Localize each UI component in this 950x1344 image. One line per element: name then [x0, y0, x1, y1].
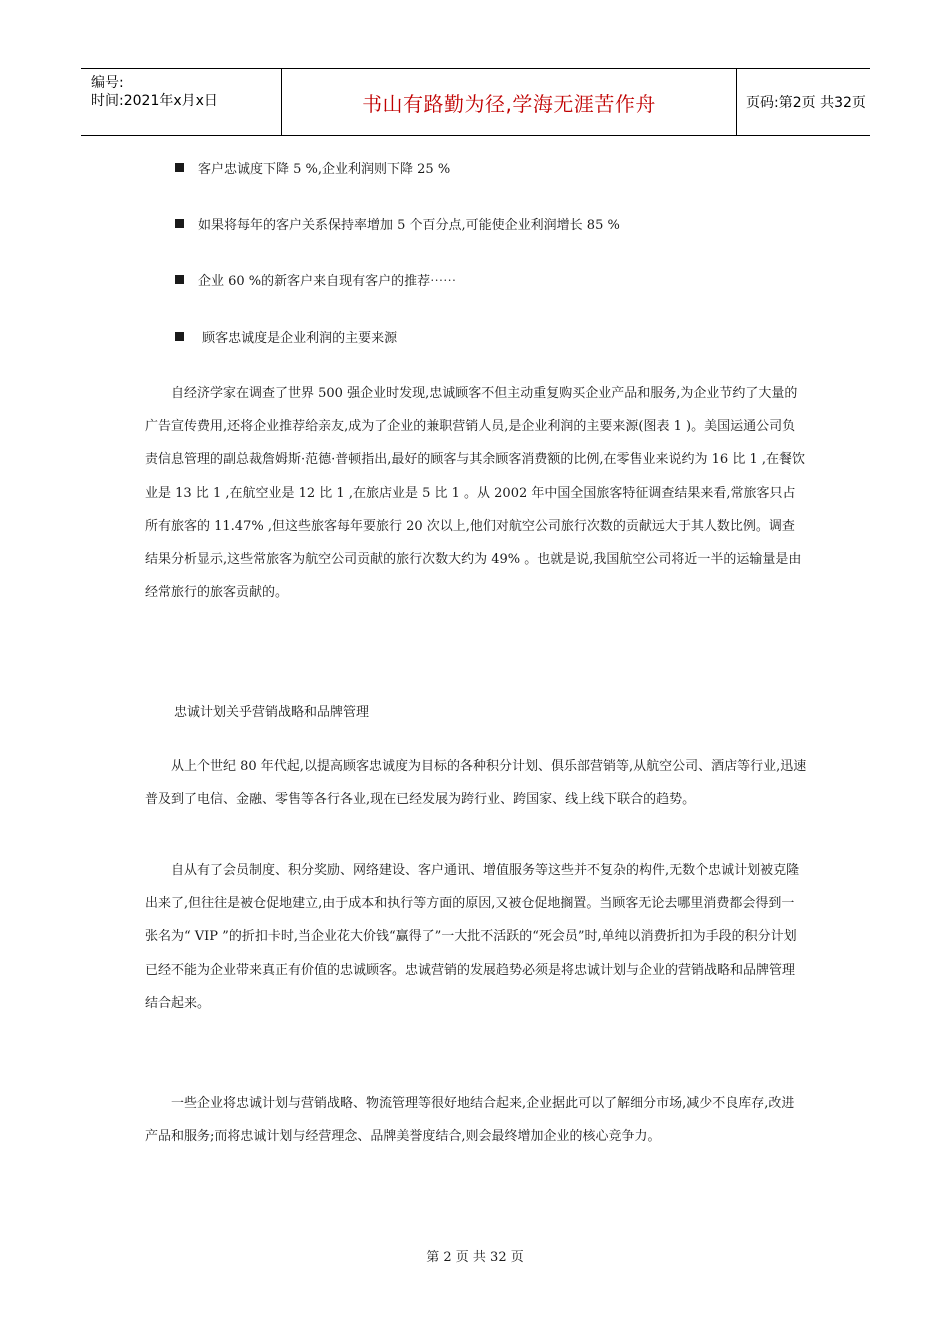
square-bullet-icon [175, 275, 184, 284]
bullet-item [175, 216, 620, 236]
bullet-text: 客户忠诚度下降 5 %,企业利润则下降 25 % [198, 162, 451, 177]
square-bullet-icon [175, 219, 184, 228]
paragraph-loyal-customers: 自经济学家在调查了世界 500 强企业时发现,忠诚顾客不但主动重复购买企业产品和服务,为企业节约了大量的广告宣传费用,还将企业推荐给亲友,成为了企业的兼职营销人员,是企业利润的主要来源(图表 1 )。美国运通公司负责信息管理的副总裁詹姆斯·范德·普顿指出,最好的顾客与其余顾客消费额的比例,在零售业来说约为 16 比 1 ,在餐饮业是 13 比 1 ,在航空业是 12 比 1 ,在旅店业是 5 比 1 。从 2002 年中国全国旅客特征调查结果来看,常旅客只占所有旅客的 11.47% ,但这些旅客每年要旅行 20 次以上,他们对航空公司旅行次数的贡献远大于其人数比例。调查结果分析显示,这些常旅客为航空公司贡献的旅行次数大约为 49% 。也就是说,我国航空公司将近一半的运输量是由经常旅行的旅客贡献的。 [145, 386, 806, 601]
header-page-info: 页码:第2页 共32页 [746, 95, 866, 111]
header-meta [81, 69, 281, 135]
header-motto-cell [281, 69, 737, 135]
bullet-item [175, 272, 456, 292]
bullet-text: 顾客忠诚度是企业利润的主要来源 [198, 331, 398, 346]
motto-text: 书山有路勤为径,学海无涯苦作舟 [362, 91, 656, 116]
page-footer: 第 2 页 共 32 页 [426, 1250, 524, 1265]
bullet-text: 企业 60 %的新客户来自现有客户的推荐⋯⋯ [198, 274, 457, 289]
square-bullet-icon [175, 332, 184, 341]
number-label: 编号: [91, 75, 124, 91]
page-header [81, 68, 870, 136]
paragraph-trend: 自从有了会员制度、积分奖励、网络建设、客户通讯、增值服务等这些并不复杂的构件,无数个忠诚计划被克隆出来了,但往往是被仓促地建立,由于成本和执行等方面的原因,又被仓促地搁置。当顾客无论去哪里消费都会得到一张名为“ VIP ”的折扣卡时,当企业花大价钱“赢得了”一大批不活跃的“死会员”时,单纯以消费折扣为手段的积分计划已经不能为企业带来真正有价值的忠诚顾客。忠诚营销的发展趋势必须是将忠诚计划与企业的营销战略和品牌管理结合起来。 [145, 863, 800, 1011]
paragraph-integration: 一些企业将忠诚计划与营销战略、物流管理等很好地结合起来,企业据此可以了解细分市场,减少不良库存,改进产品和服务;而将忠诚计划与经营理念、品牌美誉度结合,则会最终增加企业的核心竞争力。 [145, 1096, 795, 1145]
time-label: 时间:2021年x月x日 [91, 93, 218, 109]
paragraph-history: 从上个世纪 80 年代起,以提高顾客忠诚度为目标的各种积分计划、俱乐部营销等,从航空公司、酒店等行业,迅速普及到了电信、金融、零售等各行各业,现在已经发展为跨行业、跨国家、线上线下联合的趋势。 [145, 759, 807, 808]
section-heading: 忠诚计划关乎营销战略和品牌管理 [174, 705, 370, 720]
bullet-item [175, 329, 397, 349]
bullet-text: 如果将每年的客户关系保持率增加 5 个百分点,可能使企业利润增长 85 % [198, 218, 620, 233]
bullet-item [175, 160, 450, 180]
square-bullet-icon [175, 163, 184, 172]
